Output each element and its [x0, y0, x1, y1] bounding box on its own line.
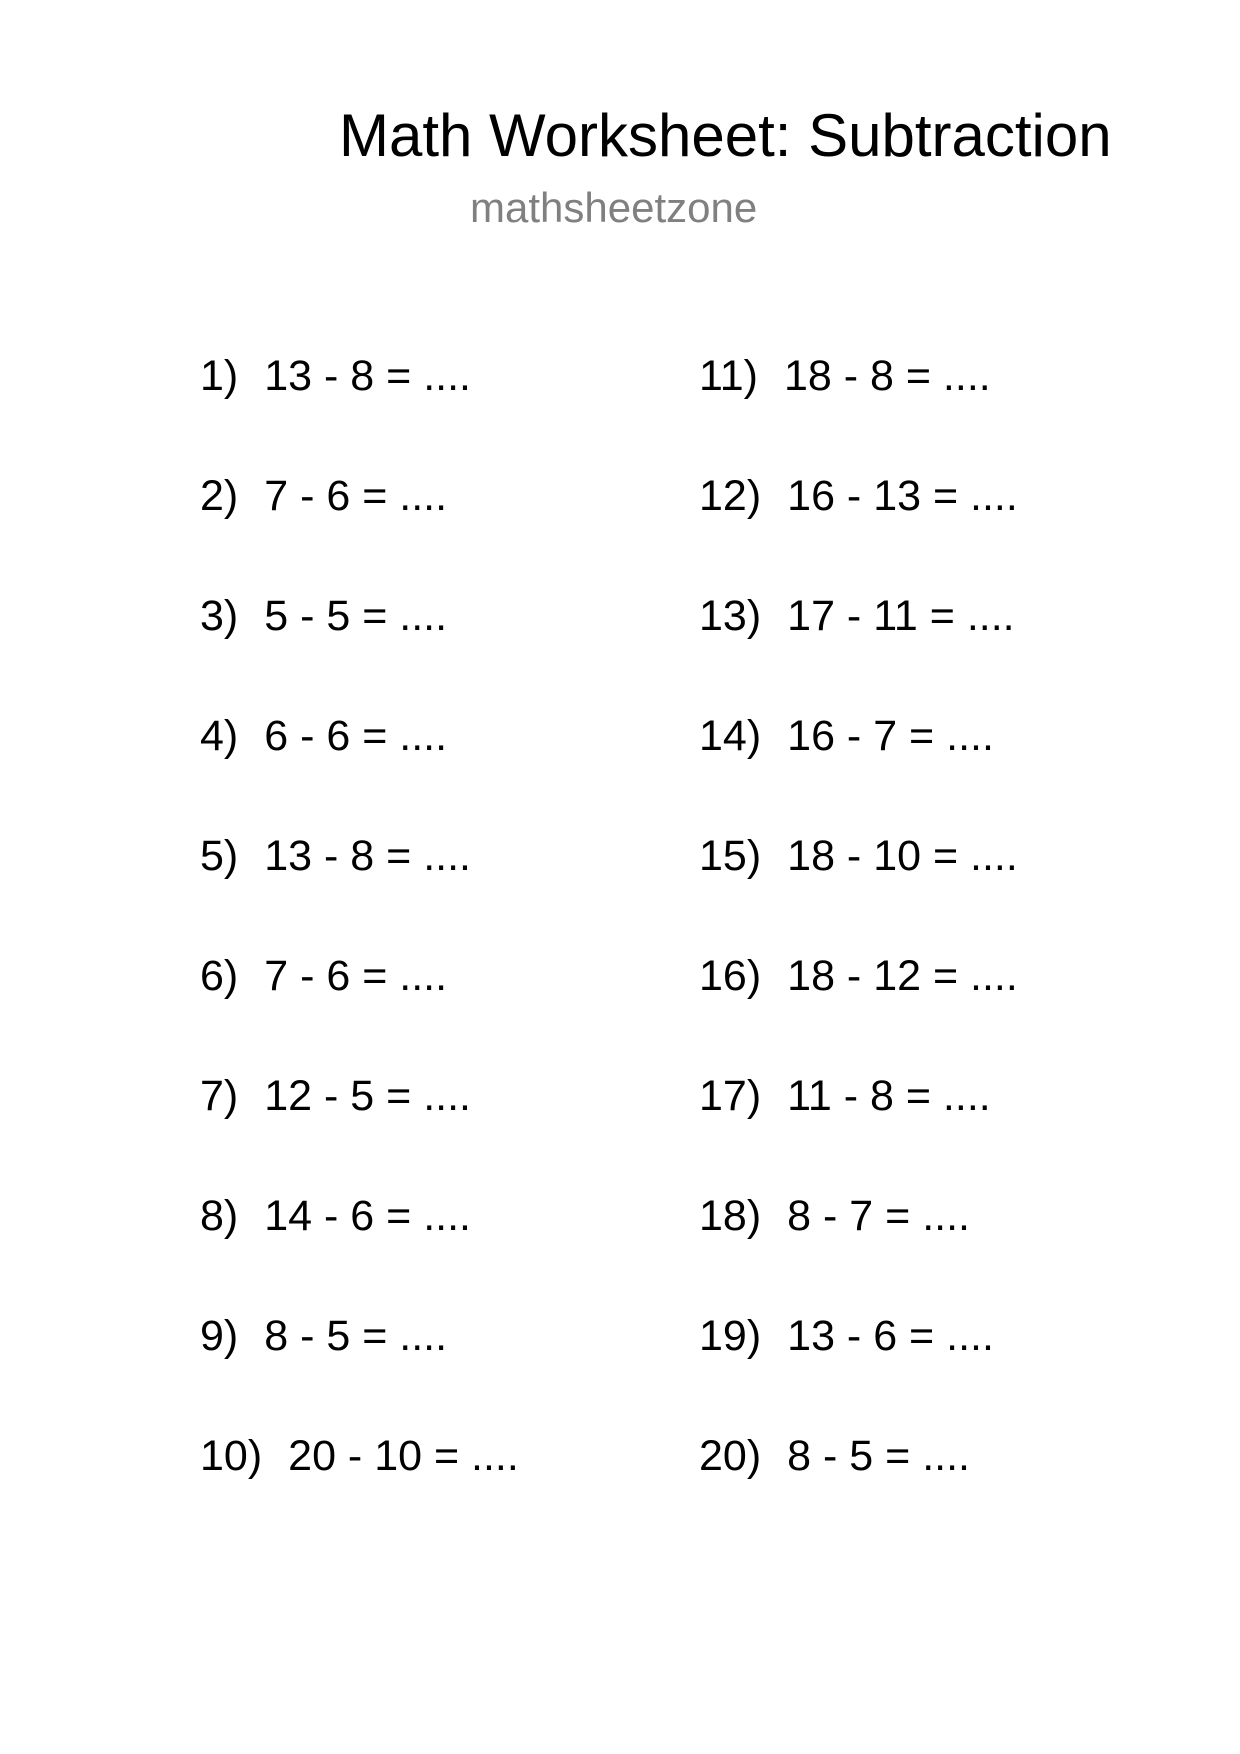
- problem-20: [699, 1426, 1018, 1546]
- problem-3: [200, 586, 519, 706]
- problem-number: 4): [200, 712, 239, 760]
- problem-number: 7): [200, 1072, 239, 1120]
- problem-number: 10): [200, 1432, 263, 1480]
- problem-expression: 20 - 10 = ....: [288, 1432, 519, 1480]
- problem-number: 1): [200, 352, 239, 400]
- problem-number: 2): [200, 472, 239, 520]
- problem-18: [699, 1186, 1018, 1306]
- problem-column-left: [200, 346, 519, 1546]
- problem-expression: 8 - 7 = ....: [787, 1192, 970, 1240]
- problem-7: [200, 1066, 519, 1186]
- problem-number: 3): [200, 592, 239, 640]
- problem-expression: 18 - 12 = ....: [787, 952, 1018, 1000]
- problem-number: 6): [200, 952, 239, 1000]
- problem-12: [699, 466, 1018, 586]
- problem-11: [699, 346, 1018, 466]
- problem-expression: 7 - 6 = ....: [264, 952, 448, 1000]
- problem-number: 9): [200, 1312, 239, 1360]
- problem-1: [200, 346, 519, 466]
- problem-9: [200, 1306, 519, 1426]
- problem-expression: 13 - 8 = ....: [264, 832, 471, 880]
- problem-expression: 14 - 6 = ....: [264, 1192, 471, 1240]
- problem-number: 19): [699, 1312, 762, 1360]
- problem-number: 16): [699, 952, 762, 1000]
- problem-expression: 8 - 5 = ....: [787, 1432, 970, 1480]
- problem-number: 5): [200, 832, 239, 880]
- problem-17: [699, 1066, 1018, 1186]
- problem-column-right: [699, 346, 1018, 1546]
- problem-2: [200, 466, 519, 586]
- problem-15: [699, 826, 1018, 946]
- problem-expression: 13 - 8 = ....: [264, 352, 471, 400]
- problem-number: 14): [699, 712, 762, 760]
- problem-number: 12): [699, 472, 762, 520]
- problem-expression: 18 - 8 = ....: [783, 352, 991, 400]
- problem-13: [699, 586, 1018, 706]
- problem-number: 20): [699, 1432, 762, 1480]
- problem-16: [699, 946, 1018, 1066]
- problem-expression: 11 - 8 = ....: [787, 1072, 991, 1120]
- problem-expression: 5 - 5 = ....: [264, 592, 448, 640]
- worksheet-title: Math Worksheet: Subtraction: [339, 102, 1112, 169]
- problem-4: [200, 706, 519, 826]
- problem-number: 17): [699, 1072, 762, 1120]
- problem-expression: 8 - 5 = ....: [264, 1312, 448, 1360]
- worksheet-source: mathsheetzone: [470, 184, 758, 231]
- problem-expression: 6 - 6 = ....: [264, 712, 448, 760]
- problem-10: [200, 1426, 519, 1546]
- problem-expression: 13 - 6 = ....: [787, 1312, 994, 1360]
- problem-14: [699, 706, 1018, 826]
- problem-number: 15): [699, 832, 762, 880]
- problem-expression: 12 - 5 = ....: [264, 1072, 471, 1120]
- problem-expression: 17 - 11 = ....: [787, 592, 1015, 640]
- problem-expression: 16 - 13 = ....: [787, 472, 1018, 520]
- problem-number: 8): [200, 1192, 239, 1240]
- problem-expression: 16 - 7 = ....: [787, 712, 994, 760]
- problem-expression: 7 - 6 = ....: [264, 472, 448, 520]
- problem-8: [200, 1186, 519, 1306]
- problem-number: 18): [699, 1192, 762, 1240]
- problem-19: [699, 1306, 1018, 1426]
- problem-number: 11): [699, 352, 758, 400]
- problem-number: 13): [699, 592, 762, 640]
- problem-expression: 18 - 10 = ....: [787, 832, 1018, 880]
- problem-5: [200, 826, 519, 946]
- problem-6: [200, 946, 519, 1066]
